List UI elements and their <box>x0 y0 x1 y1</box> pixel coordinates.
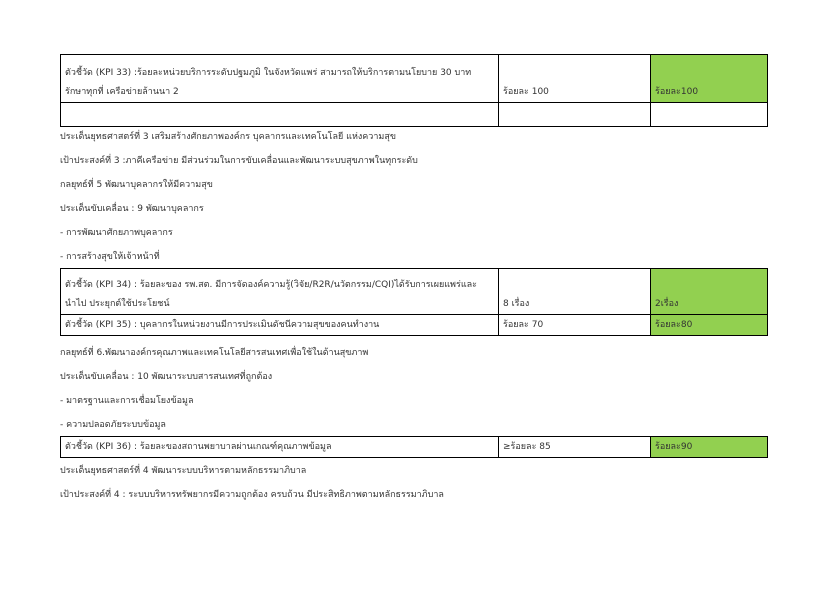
tactic-line: กลยุทธ์ที่ 5 พัฒนาบุคลากรให้มีความสุข <box>60 180 213 190</box>
result-cell: ร้อยละ80 <box>651 315 768 336</box>
target-cell: 8 เรื่อง <box>499 269 651 315</box>
indicator-text-line2: นำไป ประยุกต์ใช้ประโยชน์ <box>65 299 170 309</box>
indicator-cell: ตัวชี้วัด (KPI 35) : บุคลากรในหน่วยงานมีการประเมินดัชนีความสุขของคนทำงาน <box>61 315 499 336</box>
table-row <box>61 315 768 336</box>
drive-line: ประเด็นขับเคลื่อน : 9 พัฒนาบุคลากร <box>60 204 204 214</box>
kpi-table-2 <box>60 268 768 336</box>
target-cell: ร้อยละ 100 <box>499 55 651 103</box>
indicator-cell <box>61 269 499 315</box>
target-cell <box>499 103 651 127</box>
result-cell: ร้อยละ100 <box>651 55 768 103</box>
indicator-cell: ตัวชี้วัด (KPI 36) : ร้อยละของสถานพยาบาลผ่านเกณฑ์คุณภาพข้อมูล <box>61 437 499 458</box>
result-cell: 2เรื่อง <box>651 269 768 315</box>
table-row <box>61 437 768 458</box>
indicator-text-line1: ตัวชี้วัด (KPI 33) :ร้อยละหน่วยบริการระดับปฐมภูมิ ในจังหวัดแพร่ สามารถให้บริการตามนโยบาย 30 บาท <box>65 68 472 78</box>
indicator-cell <box>61 55 499 103</box>
kpi-table-1 <box>60 54 768 127</box>
result-cell <box>651 103 768 127</box>
goal-line: เป้าประสงค์ที่ 3 :ภาคีเครือข่าย มีส่วนร่วมในการขับเคลื่อนและพัฒนาระบบสุขภาพในทุกระดับ <box>60 156 418 166</box>
table-row <box>61 103 768 127</box>
target-cell: ≥ร้อยละ 85 <box>499 437 651 458</box>
list-item: - การสร้างสุขให้เจ้าหน้าที่ <box>60 252 160 262</box>
list-item: - การพัฒนาศักยภาพบุคลากร <box>60 228 173 238</box>
drive-line: ประเด็นขับเคลื่อน : 10 พัฒนาระบบสารสนเทศที่ถูกต้อง <box>60 372 273 382</box>
indicator-text-line2: รักษาทุกที่ เครือข่ายล้านนา 2 <box>65 87 179 97</box>
indicator-cell <box>61 103 499 127</box>
strategy-heading: ประเด็นยุทธศาสตร์ที่ 4 พัฒนาระบบบริหารตามหลักธรรมาภิบาล <box>60 466 307 476</box>
goal-line: เป้าประสงค์ที่ 4 : ระบบบริหารทรัพยากรมีความถูกต้อง ครบถ้วน มีประสิทธิภาพตามหลักธรรมาภิบาล <box>60 490 444 500</box>
target-cell: ร้อยละ 70 <box>499 315 651 336</box>
result-cell: ร้อยละ90 <box>651 437 768 458</box>
table-row <box>61 269 768 315</box>
list-item: - ความปลอดภัยระบบข้อมูล <box>60 420 166 430</box>
indicator-text-line1: ตัวชี้วัด (KPI 34) : ร้อยละของ รพ.สต. มีการจัดองค์ความรู้(วิจัย/R2R/นวัตกรรม/CQI)ได้รับการเผยแพร่และ <box>65 280 477 290</box>
tactic-line: กลยุทธ์ที่ 6.พัฒนาองค์กรคุณภาพและเทคโนโลยีสารสนเทศเพื่อใช้ในด้านสุขภาพ <box>60 348 369 358</box>
list-item: - มาตรฐานและการเชื่อมโยงข้อมูล <box>60 396 194 406</box>
table-row <box>61 55 768 103</box>
kpi-table-3 <box>60 436 768 458</box>
strategy-heading: ประเด็นยุทธศาสตร์ที่ 3 เสริมสร้างศักยภาพองค์กร บุคลากรและเทคโนโลยี แห่งความสุข <box>60 132 396 142</box>
